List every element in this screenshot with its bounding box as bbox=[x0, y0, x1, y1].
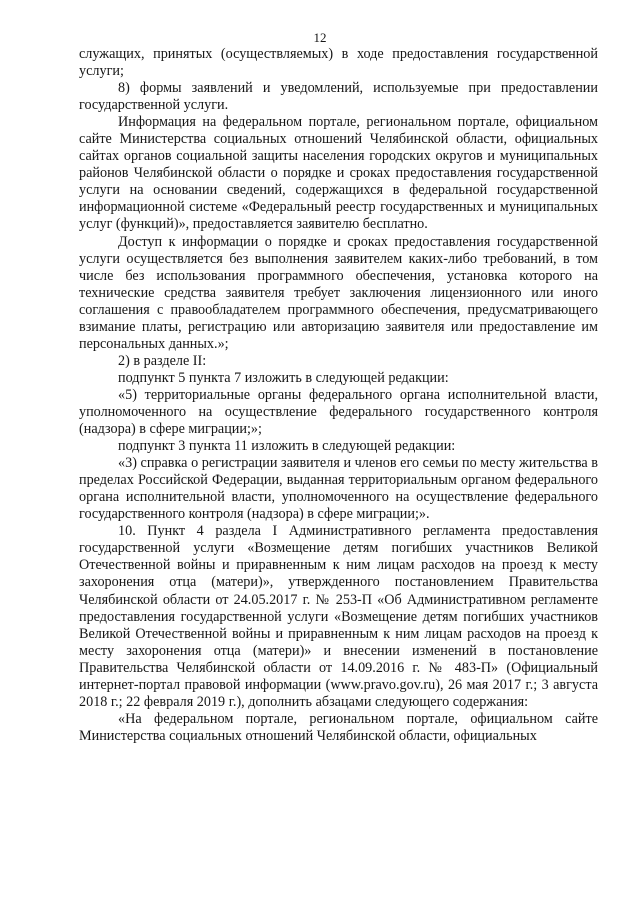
paragraph-new-text-start: «На федеральном портале, региональном портале, официальном сайте Министерства социальных отношений Челябинской области, официальных bbox=[79, 710, 598, 744]
paragraph-subitem-3-text: «3) справка о регистрации заявителя и членов его семьи по месту жительства в пределах Российской Федерации, выданная территориальным органом федерального органа исполнительной власти, уполномоченного на осуществление федерального государственного контроля (надзора) в сфере миграции;». bbox=[79, 455, 598, 523]
paragraph-section-ii: 2) в разделе II: bbox=[118, 352, 207, 369]
paragraph-subitem-3-instruction: подпункт 3 пункта 11 изложить в следующей редакции: bbox=[118, 438, 456, 455]
page-number: 12 bbox=[313, 30, 327, 45]
paragraph-information-portals: Информация на федеральном портале, региональном портале, официальном сайте Министерства социальных отношений Челябинской области, официальных сайтах органов социальной защиты населения городских округов и муниципальных районов Челябинской области о порядке и сроках предоставления государственной услуги на основании сведений, содержащихся в федеральной государственной информационной системе «Федеральный реестр государственных и муниципальных услуг (функций)», предоставляется заявителю бесплатно. bbox=[79, 114, 598, 233]
document-body bbox=[79, 46, 598, 745]
paragraph-access-information: Доступ к информации о порядке и сроках предоставления государственной услуги осуществляется без выполнения заявителем каких-либо требований, в том числе без использования программного обеспечения, установка которого на технические средства заявителя требует заключения лицензионного или иного соглашения с правообладателем программного обеспечения, предусматривающего взимание платы, регистрацию или авторизацию заявителя или предоставление им персональных данных.»; bbox=[79, 233, 598, 352]
paragraph-subitem-5-instruction: подпункт 5 пункта 7 изложить в следующей редакции: bbox=[118, 369, 449, 386]
paragraph-continuation: служащих, принятых (осуществляемых) в ходе предоставления государственной услуги; bbox=[79, 46, 598, 80]
paragraph-item-10: 10. Пункт 4 раздела I Административного регламента предоставления государственной услуги «Возмещение детям погибших участников Великой Отечественной войны и приравненным к ним лицам расходов на проезд к месту захоронения отца (матери)», утвержденного постановлением Правительства Челябинской области от 24.05.2017 г. № 253-П «Об Административном регламенте предоставления государственной услуги «Возмещение детям погибших участников Великой Отечественной войны и приравненным к ним лицам расходов на проезд к месту захоронения отца (матери)» и внесении изменений в постановление Правительства Челябинской области от 14.09.2016 г. № 483-П» (Официальный интернет-портал правовой информации (www.pravo.gov.ru), 26 мая 2017 г.; 3 августа 2018 г.; 22 февраля 2019 г.), дополнить абзацами следующего содержания: bbox=[79, 523, 598, 710]
paragraph-subitem-5-text: «5) территориальные органы федерального органа исполнительной власти, уполномоченного на осуществление федерального государственного контроля (надзора) в сфере миграции;»; bbox=[79, 386, 598, 438]
paragraph-item-8: 8) формы заявлений и уведомлений, используемые при предоставлении государственной услуги. bbox=[79, 80, 598, 114]
